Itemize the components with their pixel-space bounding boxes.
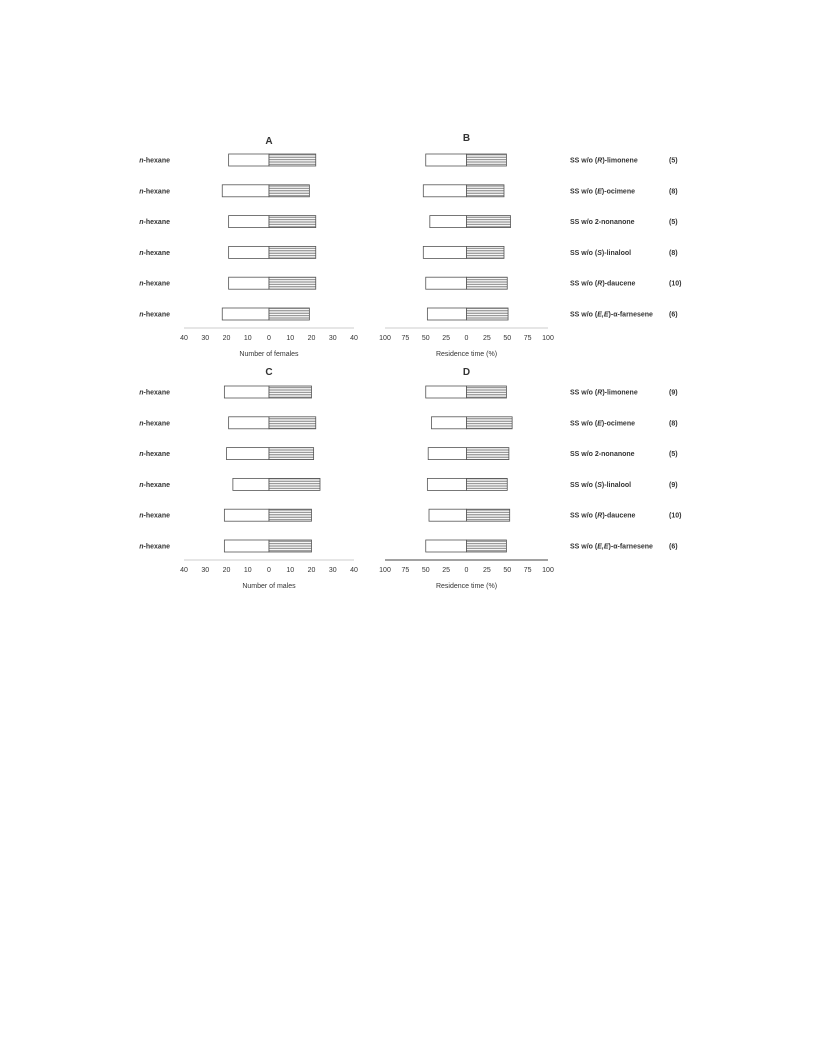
- category-label-right: SS w/o 2-nonanone: [570, 451, 635, 459]
- tick-label: 30: [328, 335, 337, 342]
- tick-label: 20: [307, 335, 316, 342]
- bar-left: [224, 540, 269, 552]
- bar-left: [224, 509, 269, 521]
- tick-label: 75: [401, 335, 410, 342]
- tick-label: 100: [542, 335, 554, 342]
- bar-left: [426, 540, 467, 552]
- bar-left: [430, 216, 467, 228]
- x-axis-title: Residence time (%): [435, 583, 498, 590]
- sample-size-label: (6): [669, 311, 678, 319]
- category-label-right: SS w/o (S)-linalool: [570, 249, 632, 257]
- x-axis-title: Number of males: [242, 583, 296, 590]
- bar-right: [269, 448, 314, 460]
- bar-left: [229, 216, 269, 228]
- category-label-right: SS w/o (E,E)-α-farnesene: [570, 311, 653, 319]
- tick-label: 20: [222, 335, 231, 342]
- sample-size-label: (6): [669, 543, 678, 551]
- tick-label: 40: [180, 567, 188, 574]
- tick-label: 0: [267, 335, 271, 342]
- tick-label: 10: [286, 567, 295, 574]
- bar-right: [269, 216, 316, 228]
- category-label-right: SS w/o (E)-ocimene: [570, 420, 635, 428]
- category-label-left: n-hexane: [139, 543, 170, 551]
- panel-letter: A: [265, 136, 273, 147]
- bar-right: [467, 154, 507, 166]
- bar-right: [467, 308, 509, 320]
- bar-right: [467, 417, 513, 429]
- category-label-left: n-hexane: [139, 157, 170, 165]
- bar-left: [222, 308, 269, 320]
- panel-c: [139, 367, 681, 590]
- bar-right: [467, 246, 504, 258]
- bar-left: [229, 417, 269, 429]
- bar-left: [229, 277, 269, 289]
- bar-left: [427, 308, 466, 320]
- bar-left: [427, 478, 466, 490]
- bar-right: [467, 185, 504, 197]
- sample-size-label: (10): [669, 512, 682, 520]
- tick-label: 0: [464, 567, 469, 574]
- bar-left: [229, 154, 269, 166]
- bar-right: [269, 277, 316, 289]
- category-label-left: n-hexane: [139, 389, 170, 397]
- panel-letter: D: [462, 367, 471, 378]
- bar-right: [269, 478, 320, 490]
- tick-label: 25: [442, 335, 451, 342]
- x-axis-title: Number of females: [239, 351, 299, 358]
- tick-label: 20: [222, 567, 231, 574]
- bar-left: [426, 277, 467, 289]
- category-label-left: n-hexane: [139, 451, 170, 459]
- category-label-right: SS w/o (R)-daucene: [570, 512, 636, 520]
- tick-label: 100: [379, 335, 391, 342]
- bar-left: [222, 185, 269, 197]
- category-label-right: SS w/o (E)-ocimene: [570, 188, 635, 196]
- category-label-left: n-hexane: [139, 280, 170, 288]
- sample-size-label: (9): [669, 389, 678, 397]
- bar-right: [467, 478, 508, 490]
- tick-label: 75: [401, 567, 410, 574]
- bar-right: [269, 417, 316, 429]
- tick-label: 75: [523, 335, 532, 342]
- tick-label: 10: [286, 335, 295, 342]
- bar-right: [467, 448, 509, 460]
- category-label-left: n-hexane: [139, 481, 170, 489]
- sample-size-label: (5): [669, 451, 678, 459]
- bar-right: [269, 246, 316, 258]
- tick-label: 10: [243, 567, 252, 574]
- tick-label: 30: [328, 567, 337, 574]
- category-label-right: SS w/o (S)-linalool: [570, 481, 632, 489]
- panel-letter: C: [265, 367, 273, 378]
- category-label-right: SS w/o (R)-limonene: [570, 389, 638, 397]
- tick-label: 50: [421, 335, 430, 342]
- tick-label: 25: [482, 335, 491, 342]
- tick-label: 40: [180, 335, 188, 342]
- bar-right: [269, 540, 312, 552]
- category-label-left: n-hexane: [139, 249, 170, 257]
- bar-left: [423, 185, 466, 197]
- bar-right: [467, 540, 507, 552]
- tick-label: 50: [503, 335, 512, 342]
- category-label-right: SS w/o (E,E)-α-farnesene: [570, 543, 653, 551]
- category-label-right: SS w/o 2-nonanone: [570, 219, 635, 227]
- sample-size-label: (10): [669, 280, 682, 288]
- category-label-left: n-hexane: [139, 188, 170, 196]
- category-label-left: n-hexane: [139, 420, 170, 428]
- sample-size-label: (9): [669, 481, 678, 489]
- bar-right: [467, 386, 507, 398]
- tick-label: 100: [542, 567, 554, 574]
- bar-left: [426, 386, 467, 398]
- tick-label: 0: [464, 335, 469, 342]
- bar-right: [467, 277, 508, 289]
- sample-size-label: (8): [669, 188, 678, 196]
- bar-left: [426, 154, 467, 166]
- tick-label: 30: [201, 567, 210, 574]
- tick-label: 75: [523, 567, 532, 574]
- tick-label: 40: [350, 567, 358, 574]
- sample-size-label: (5): [669, 219, 678, 227]
- bar-left: [233, 478, 269, 490]
- tick-label: 25: [442, 567, 451, 574]
- bar-left: [428, 448, 466, 460]
- panel-letter: B: [462, 133, 471, 144]
- bar-left: [229, 246, 269, 258]
- bar-right: [467, 216, 511, 228]
- x-axis-title: Residence time (%): [435, 351, 498, 358]
- category-label-right: SS w/o (R)-daucene: [570, 280, 636, 288]
- bar-left: [429, 509, 466, 521]
- category-label-left: n-hexane: [139, 219, 170, 227]
- tick-label: 50: [503, 567, 512, 574]
- bar-left: [227, 448, 270, 460]
- category-label-left: n-hexane: [139, 311, 170, 319]
- panel-d: [379, 367, 554, 590]
- sample-size-label: (8): [669, 249, 678, 257]
- bar-right: [269, 308, 309, 320]
- bar-left: [423, 246, 466, 258]
- panel-b: [379, 133, 554, 358]
- tick-label: 0: [267, 567, 271, 574]
- bar-right: [269, 386, 312, 398]
- bar-left: [431, 417, 466, 429]
- tick-label: 100: [379, 567, 391, 574]
- bar-right: [269, 154, 316, 166]
- tick-label: 10: [243, 335, 252, 342]
- category-label-right: SS w/o (R)-limonene: [570, 157, 638, 165]
- sample-size-label: (8): [669, 420, 678, 428]
- bar-left: [224, 386, 269, 398]
- tick-label: 20: [307, 567, 316, 574]
- panel-a: [139, 136, 681, 358]
- bar-right: [269, 509, 312, 521]
- tick-label: 50: [421, 567, 430, 574]
- tick-label: 40: [350, 335, 358, 342]
- bar-right: [467, 509, 510, 521]
- tick-label: 25: [482, 567, 491, 574]
- bar-right: [269, 185, 309, 197]
- category-label-left: n-hexane: [139, 512, 170, 520]
- tick-label: 30: [201, 335, 210, 342]
- sample-size-label: (5): [669, 157, 678, 165]
